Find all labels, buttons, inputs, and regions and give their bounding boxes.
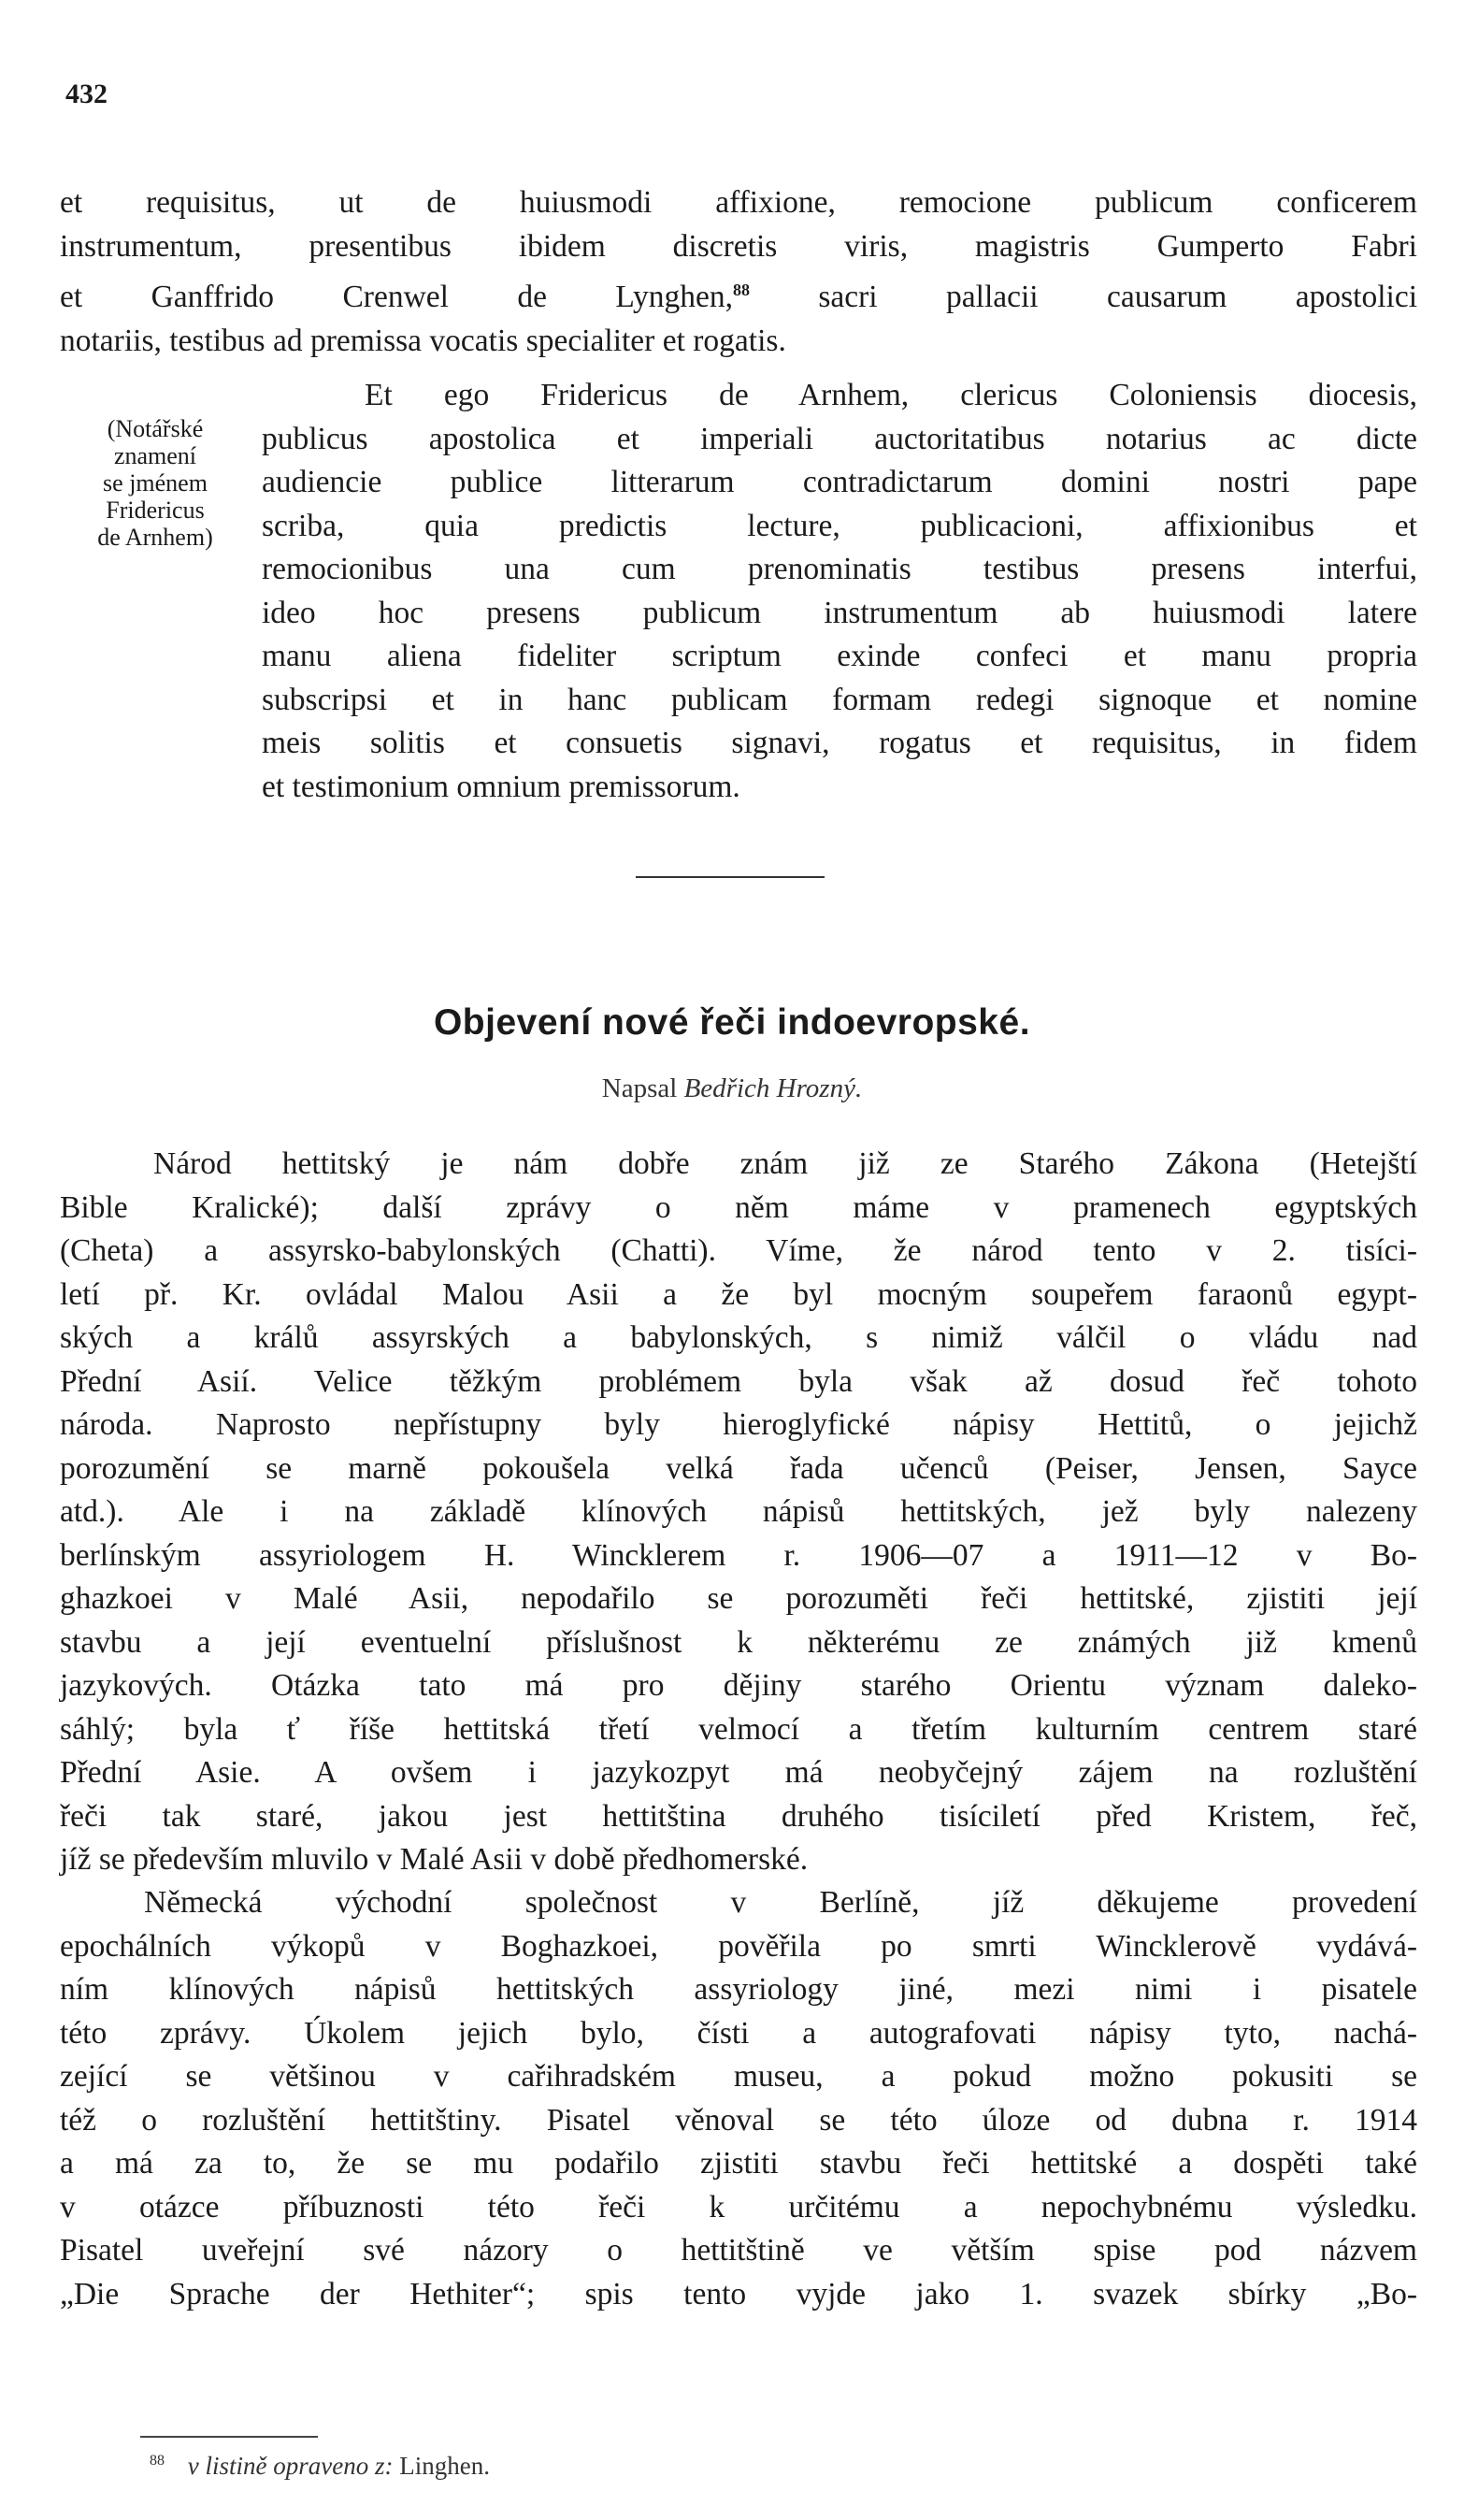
byline-author: Bedřich Hrozný. xyxy=(683,1073,863,1103)
text-line: Přední Asie. A ovšem i jazykozpyt má neobyčejný zájem na rozluštění xyxy=(60,1755,1417,1790)
text-line: a má za to, že se mu podařilo zjistiti stavbu řeči hettitské a dospěti také xyxy=(60,2146,1417,2181)
text-line: berlínským assyriologem H. Wincklerem r. 1906—07 a 1911—12 v Bo- xyxy=(60,1537,1417,1573)
text-line: publicus apostolica et imperiali auctoritatibus notarius ac dicte xyxy=(262,421,1417,456)
text-line: notariis, testibus ad premissa vocatis specialiter et rogatis. xyxy=(60,323,786,358)
text-line: manu aliena fideliter scriptum exinde confeci et manu propria xyxy=(262,639,1417,673)
text-line: meis solitis et consuetis signavi, rogatus et requisitus, in fidem xyxy=(262,726,1417,760)
text-line: audiencie publice litterarum contradictarum domini nostri pape xyxy=(262,465,1417,499)
text-line: jazykových. Otázka tato má pro dějiny starého Orientu význam daleko- xyxy=(60,1668,1417,1703)
footnote-ref: 88 xyxy=(732,281,750,299)
byline-prefix: Napsal xyxy=(601,1073,678,1103)
text-line: řeči tak staré, jakou jest hettitština druhého tisíciletí před Kristem, řeč, xyxy=(60,1798,1417,1834)
text-line: též o rozluštění hettitštiny. Pisatel věnoval se této úloze od dubna r. 1914 xyxy=(60,2102,1417,2138)
margin-note-line: Fridericus xyxy=(106,497,205,524)
text-line: letí př. Kr. ovládal Malou Asii a že byl mocným soupeřem faraonů egypt- xyxy=(60,1276,1417,1312)
text-line: instrumentum, presentibus ibidem discretis viris, magistris Gumperto Fabri xyxy=(60,228,1417,264)
text-line: sáhlý; byla ť říše hettitská třetí velmocí a třetím kulturním centrem staré xyxy=(60,1711,1417,1747)
byline xyxy=(0,1073,1464,1104)
text-line: Et ego Fridericus de Arnhem, clericus Coloniensis diocesis, xyxy=(365,378,1417,412)
text-line: epochálních výkopů v Boghazkoei, pověřila po smrti Wincklerově vydává- xyxy=(60,1928,1417,1964)
text-line: Národ hettitský je nám dobře znám již ze Starého Zákona (Hetejští xyxy=(153,1146,1417,1181)
text-line: Pisatel uveřejní své názory o hettitštině ve větším spise pod názvem xyxy=(60,2233,1417,2268)
text-line: ských a králů assyrských a babylonských, s nimiž válčil o vládu nad xyxy=(60,1320,1417,1355)
text-line: remocionibus una cum prenominatis testibus presens interfui, xyxy=(262,552,1417,586)
text-line: ním klínových nápisů hettitských assyriology jiné, mezi nimi i pisatele xyxy=(60,1972,1417,2007)
text-line: et testimonium omnium premissorum. xyxy=(262,769,740,804)
text-segment: et Ganffrido Crenwel de Lynghen, xyxy=(60,280,733,315)
text-line: této zprávy. Úkolem jejich bylo, čísti a autografovati nápisy tyto, nachá- xyxy=(60,2015,1417,2051)
text-line xyxy=(60,268,1417,320)
margin-note-line: znamení xyxy=(113,442,197,469)
text-line: stavbu a její eventuelní příslušnost k některému ze známých již kmenů xyxy=(60,1624,1417,1660)
body-paragraph-2 xyxy=(60,1881,1417,2316)
text-line: jíž se především mluvilo v Malé Asii v době předhomerské. xyxy=(60,1842,809,1877)
footnote-mark: 88 xyxy=(150,2453,165,2469)
margin-note-line: (Notářské xyxy=(107,415,204,442)
margin-note-line: de Arnhem) xyxy=(97,524,213,551)
margin-note xyxy=(62,415,249,551)
latin-opening-paragraph xyxy=(60,181,1417,363)
text-line: ideo hoc presens publicum instrumentum ab huiusmodi latere xyxy=(262,595,1417,630)
text-line: (Cheta) a assyrsko-babylonských (Chatti). Víme, že národ tento v 2. tisíci- xyxy=(60,1233,1417,1268)
footnote-rule xyxy=(140,2436,318,2438)
text-line: zející se většinou v cařihradském museu, a pokud možno pokusiti se xyxy=(60,2059,1417,2094)
text-line: v otázce příbuznosti této řeči k určitému a nepochybnému výsledku. xyxy=(60,2189,1417,2225)
text-line: subscripsi et in hanc publicam formam redegi signoque et nomine xyxy=(262,682,1417,717)
section-divider xyxy=(636,876,825,878)
article-title: Objevení nové řeči indoevropské. xyxy=(433,1002,1031,1043)
text-line: „Die Sprache der Hethiter“; spis tento vyjde jako 1. svazek sbírky „Bo- xyxy=(60,2276,1417,2311)
margin-note-line: se jménem xyxy=(103,469,208,497)
text-line: atd.). Ale i na základě klínových nápisů hettitských, jež byly nalezeny xyxy=(60,1494,1417,1529)
text-segment: sacri pallacii causarum apostolici xyxy=(818,280,1418,315)
text-line: scriba, quia predictis lecture, publicacioni, affixionibus et xyxy=(262,508,1417,543)
text-line: ghazkoei v Malé Asii, nepodařilo se porozuměti řeči hettitské, zjistiti její xyxy=(60,1581,1417,1616)
text-line: et requisitus, ut de huiusmodi affixione, remocione publicum conficerem xyxy=(60,185,1417,220)
page-number: 432 xyxy=(65,79,108,109)
text-line: porozumění se marně pokoušela velká řada učenců (Peiser, Jensen, Sayce xyxy=(60,1450,1417,1486)
notary-paragraph xyxy=(262,374,1417,809)
footnote-text: Linghen. xyxy=(399,2452,490,2480)
footnote-italic: v listině opraveno z: xyxy=(187,2452,394,2480)
text-line: národa. Naprosto nepřístupny byly hieroglyfické nápisy Hettitů, o jejichž xyxy=(60,1407,1417,1442)
body-paragraph-1 xyxy=(60,1143,1417,1882)
footnote xyxy=(150,2452,490,2481)
text-line: Bible Kralické); další zprávy o něm máme v pramenech egyptských xyxy=(60,1189,1417,1225)
text-line: Německá východní společnost v Berlíně, jíž děkujeme provedení xyxy=(144,1885,1417,1920)
text-line: Přední Asií. Velice těžkým problémem byla však až dosud řeč tohoto xyxy=(60,1363,1417,1399)
